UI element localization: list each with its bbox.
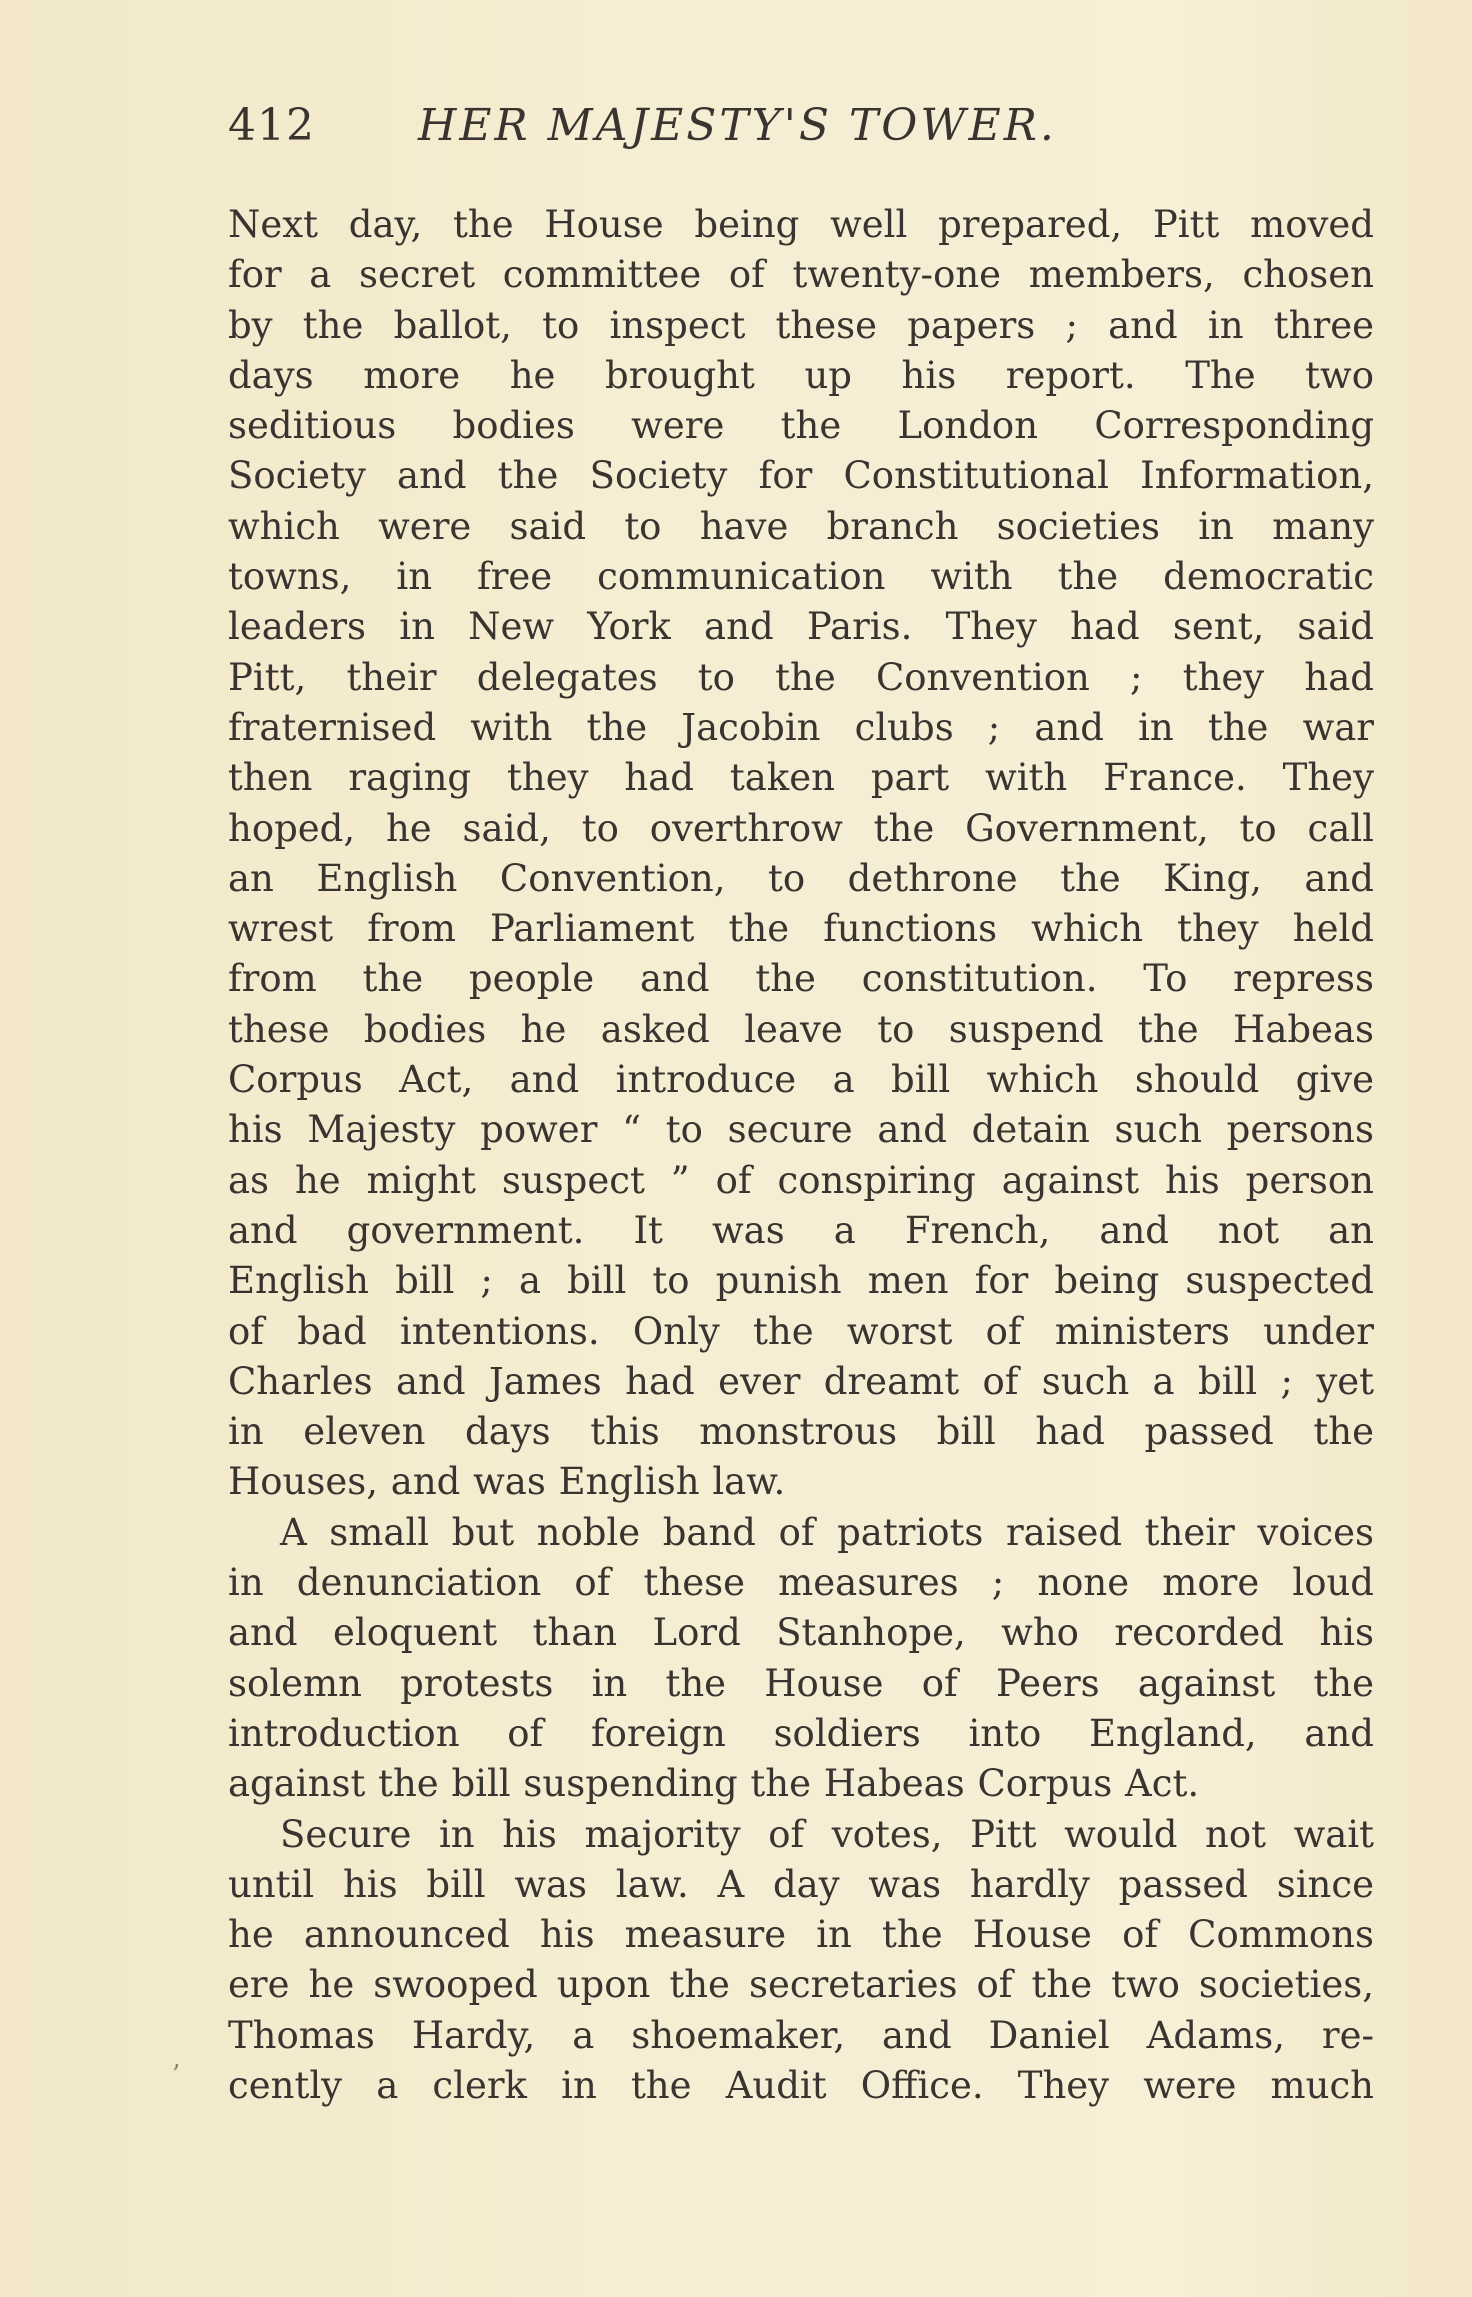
text-line: these bodies he asked leave to suspend the Habeas	[228, 1007, 1374, 1051]
text-line: cently a clerk in the Audit Office. They were much	[228, 2063, 1374, 2107]
text-line: of bad intentions. Only the worst of ministers under	[228, 1309, 1374, 1353]
text-line: his Majesty power “ to secure and detain such persons	[228, 1108, 1374, 1152]
text-line: and government. It was a French, and not an	[228, 1208, 1374, 1252]
text-line: Charles and James had ever dreamt of such a bill ; yet	[228, 1359, 1374, 1403]
text-line: wrest from Parliament the functions which they held	[228, 907, 1374, 951]
text-line: and eloquent than Lord Stanhope, who recorded his	[228, 1611, 1374, 1655]
text-line: towns, in free communication with the democratic	[228, 555, 1374, 599]
text-line: in eleven days this monstrous bill had passed the	[228, 1410, 1374, 1454]
text-line: for a secret committee of twenty-one members, chosen	[228, 253, 1374, 297]
text-line: Next day, the House being well prepared, Pitt moved	[228, 203, 1374, 246]
text-line: solemn protests in the House of Peers against the	[228, 1661, 1374, 1705]
text-line: English bill ; a bill to punish men for being suspected	[228, 1259, 1374, 1303]
page-number: 412	[228, 100, 315, 151]
text-line: Society and the Society for Constitutional Information,	[228, 454, 1374, 498]
text-line: by the ballot, to inspect these papers ; and in three	[228, 303, 1374, 347]
text-line: an English Convention, to dethrone the King, and	[228, 856, 1374, 900]
text-line: Pitt, their delegates to the Convention ; they had	[228, 655, 1374, 699]
text-line: Corpus Act, and introduce a bill which should give	[228, 1058, 1374, 1102]
text-line: Secure in his majority of votes, Pitt would not wait	[280, 1812, 1374, 1856]
body-text	[228, 200, 1374, 2111]
text-line: ere he swooped upon the secretaries of the two societies,	[228, 1963, 1374, 2007]
text-line: in denunciation of these measures ; none more loud	[228, 1561, 1374, 1605]
page-header	[228, 100, 1378, 170]
text-line: seditious bodies were the London Corresponding	[228, 404, 1374, 448]
text-line: which were said to have branch societies in many	[228, 504, 1374, 548]
text-line: leaders in New York and Paris. They had sent, said	[228, 605, 1374, 649]
text-line: until his bill was law. A day was hardly passed since	[228, 1862, 1374, 1906]
text-line: Houses, and was English law.	[228, 1460, 786, 1504]
text-line: from the people and the constitution. To repress	[228, 957, 1374, 1001]
text-line: fraternised with the Jacobin clubs ; and in the war	[228, 705, 1374, 749]
text-line: against the bill suspending the Habeas Corpus Act.	[228, 1762, 1200, 1806]
text-line: Thomas Hardy, a shoemaker, and Daniel Adams, re-	[228, 2013, 1374, 2057]
text-line: hoped, he said, to overthrow the Government, to call	[228, 806, 1374, 850]
margin-mark: ’	[172, 2060, 181, 2090]
running-head: HER MAJESTY'S TOWER.	[418, 100, 1057, 151]
text-line: then raging they had taken part with France. They	[228, 756, 1374, 800]
text-line: days more he brought up his report. The two	[228, 353, 1374, 397]
text-line: he announced his measure in the House of Commons	[228, 1913, 1374, 1957]
text-line: introduction of foreign soldiers into England, and	[228, 1711, 1374, 1755]
text-line: as he might suspect ” of conspiring against his person	[228, 1158, 1374, 1202]
text-line: A small but noble band of patriots raised their voices	[280, 1510, 1374, 1554]
